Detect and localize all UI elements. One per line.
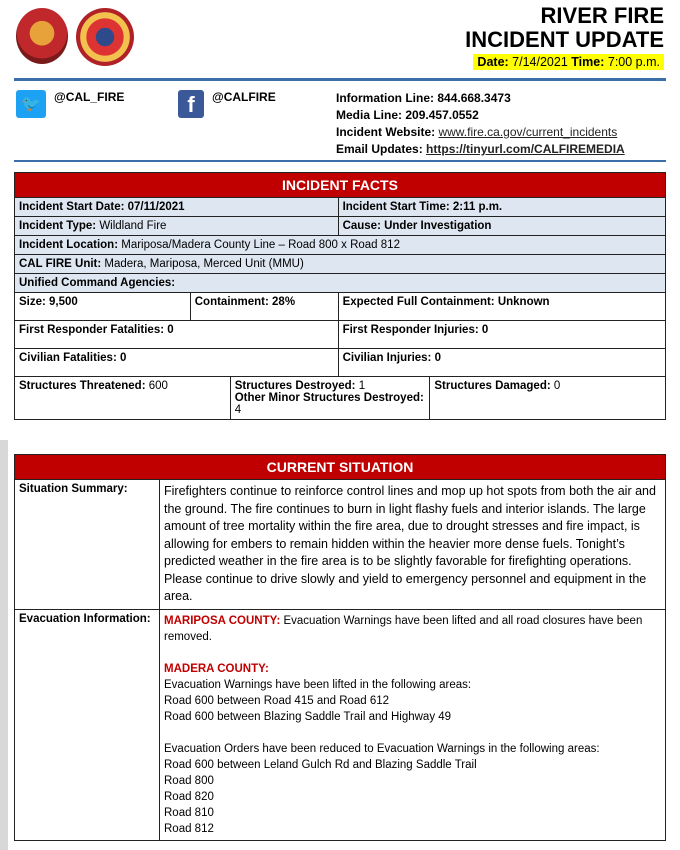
situation-summary-label: Situation Summary:: [15, 480, 160, 610]
current-situation-heading: CURRENT SITUATION: [15, 455, 666, 480]
time-label: Time:: [571, 55, 605, 69]
date-value: 7/14/2021: [512, 55, 568, 69]
title-block: [465, 4, 664, 71]
madera-county-label: MADERA COUNTY:: [164, 662, 269, 675]
evacuation-information-label: Evacuation Information:: [15, 609, 160, 840]
incident-start-time: Incident Start Time: 2:11 p.m.: [338, 198, 665, 217]
logo-group: [16, 8, 134, 66]
incident-cause: Cause: Under Investigation: [338, 217, 665, 236]
containment: Containment: 28%: [190, 293, 338, 321]
section-rule: [14, 160, 666, 162]
website-link[interactable]: www.fire.ca.gov/current_incidents: [438, 125, 618, 139]
structures-destroyed: Structures Destroyed: 1 Other Minor Structures Destroyed: 4: [230, 377, 430, 420]
twitter-handle[interactable]: @CAL_FIRE: [54, 90, 125, 104]
madera-lifted-item: Road 600 between Blazing Saddle Trail and Highway 49: [164, 710, 452, 723]
title-line-2: INCIDENT UPDATE: [465, 27, 664, 52]
first-responder-injuries: First Responder Injuries: 0: [338, 321, 665, 349]
civilian-fatalities: Civilian Fatalities: 0: [15, 349, 339, 377]
first-responder-fatalities: First Responder Fatalities: 0: [15, 321, 339, 349]
twitter-contact[interactable]: [16, 90, 124, 118]
facebook-contact[interactable]: [178, 90, 276, 118]
date-label: Date:: [477, 55, 509, 69]
structures-threatened: Structures Threatened: 600: [15, 377, 231, 420]
contact-block: [336, 90, 625, 158]
incident-type: Incident Type: Wildland Fire: [15, 217, 339, 236]
time-value: 7:00 p.m.: [607, 55, 660, 69]
header-rule: [14, 78, 666, 81]
mariposa-county-block: MARIPOSA COUNTY: Evacuation Warnings have been lifted and all road closures have been removed.: [164, 614, 643, 643]
cal-fire-team-seal: [76, 8, 134, 66]
incident-facts-heading: INCIDENT FACTS: [15, 173, 666, 198]
madera-reduced-item: Road 820: [164, 790, 214, 803]
situation-summary-text: Firefighters continue to reinforce control lines and mop up hot spots from both the air and the ground. The fire continues to burn in light flashy fuels and interior islands. The large amount of tree mortality within the fire area, due to drought stresses and fire impact, is allowing for embers to remain hidden within the heavier more dense fuels. Tonight’s predicted weather in the fire area is to be slightly favorable for firefighting operations. Please continue to drive slowly and yield to emergency personnel and equipment in the area.: [160, 480, 666, 610]
info-line: Information Line: 844.668.3473: [336, 91, 511, 105]
madera-reduced-item: Road 810: [164, 806, 214, 819]
madera-reduced-item: Road 600 between Leland Gulch Rd and Blazing Saddle Trail: [164, 758, 477, 771]
madera-lifted-item: Road 600 between Road 415 and Road 612: [164, 694, 390, 707]
website-line: Incident Website: www.fire.ca.gov/current_incidents: [336, 125, 618, 139]
page-edge-strip: [0, 440, 8, 850]
madera-lifted-intro: Evacuation Warnings have been lifted in the following areas:: [164, 678, 472, 691]
madera-reduced-item: Road 812: [164, 822, 214, 835]
twitter-icon[interactable]: 🐦: [16, 90, 46, 118]
madera-reduced-item: Road 800: [164, 774, 214, 787]
evacuation-information: [160, 609, 666, 840]
cal-fire-logo: [16, 8, 68, 64]
title-line-1: RIVER FIRE: [540, 3, 664, 28]
civilian-injuries: Civilian Injuries: 0: [338, 349, 665, 377]
incident-start-date: Incident Start Date: 07/11/2021: [15, 198, 339, 217]
expected-containment: Expected Full Containment: Unknown: [338, 293, 665, 321]
email-line: Email Updates: https://tinyurl.com/CALFIREMEDIA: [336, 142, 625, 156]
structures-damaged: Structures Damaged: 0: [430, 377, 666, 420]
date-time-line: [473, 54, 664, 70]
cal-fire-unit: CAL FIRE Unit: Madera, Mariposa, Merced Unit (MMU): [15, 255, 666, 274]
incident-location: Incident Location: Mariposa/Madera County Line – Road 800 x Road 812: [15, 236, 666, 255]
current-situation-table: [14, 454, 666, 841]
fire-size: Size: 9,500: [15, 293, 191, 321]
email-link[interactable]: https://tinyurl.com/CALFIREMEDIA: [426, 142, 625, 156]
madera-reduced-intro: Evacuation Orders have been reduced to Evacuation Warnings in the following areas:: [164, 742, 600, 755]
facebook-handle[interactable]: @CALFIRE: [212, 90, 276, 104]
incident-facts-table: [14, 172, 666, 420]
unified-command-agencies: Unified Command Agencies:: [15, 274, 666, 293]
media-line: Media Line: 209.457.0552: [336, 108, 479, 122]
facebook-icon[interactable]: f: [178, 90, 204, 118]
